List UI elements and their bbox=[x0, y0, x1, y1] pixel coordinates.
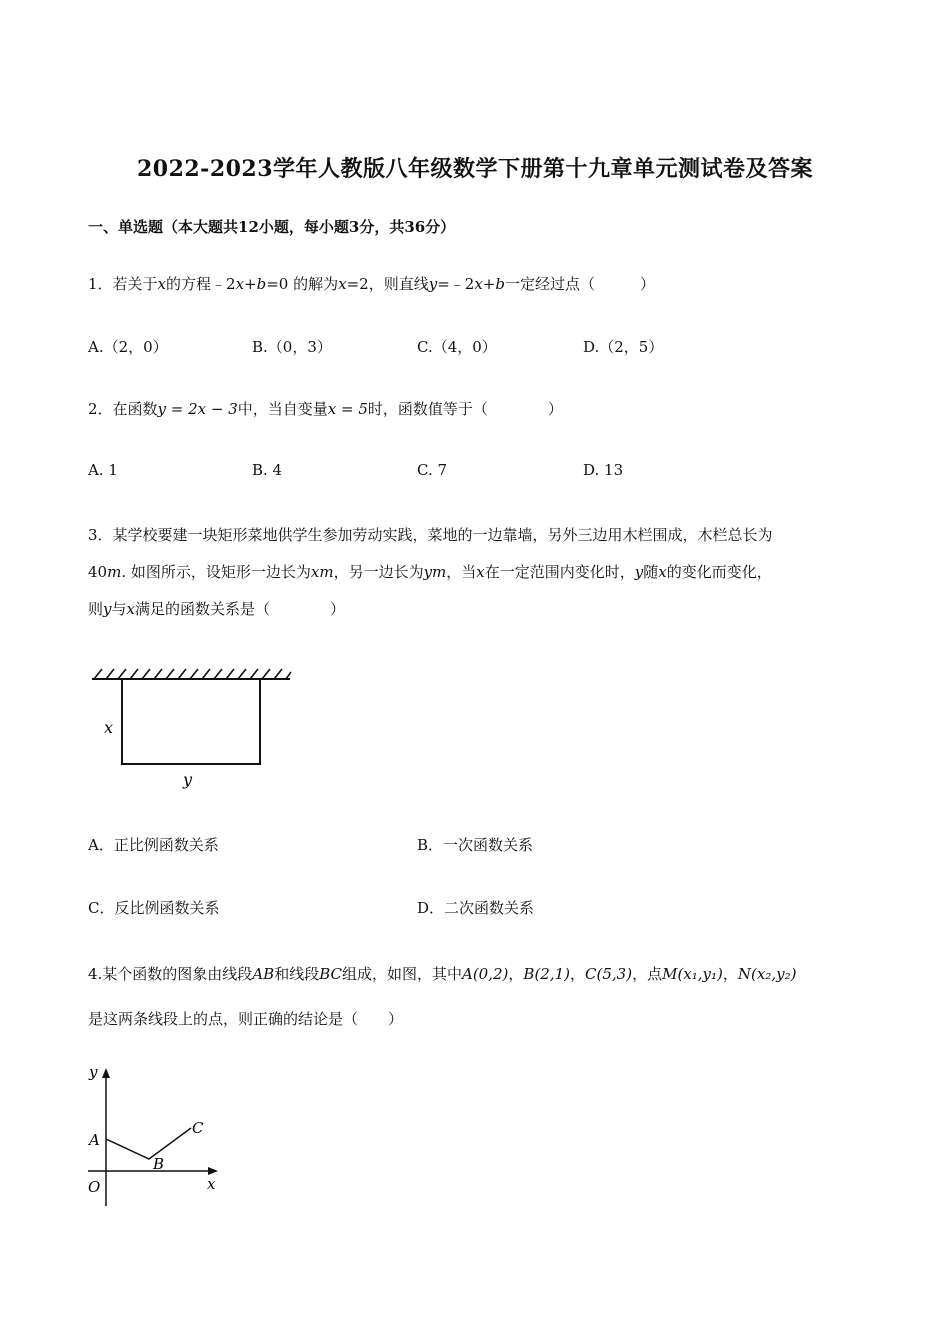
section-heading: 一、单选题（本大题共12小题，每小题3分，共36分） bbox=[88, 218, 456, 236]
q1-option-a[interactable]: A.（2，0） bbox=[88, 338, 168, 356]
q4-text: 和线段 bbox=[274, 965, 320, 983]
x-axis-arrow-icon bbox=[208, 1167, 218, 1175]
q4-point-c: C(5,3) bbox=[585, 965, 633, 983]
q2-equation: y = 2x − 3 bbox=[157, 400, 238, 418]
q4-point-m: M(x₁,y₁) bbox=[662, 965, 723, 983]
q4-text: ， bbox=[570, 965, 586, 983]
q3-var: m bbox=[107, 563, 122, 581]
q2-text: 2．在函数 bbox=[88, 400, 158, 418]
q1-option-b[interactable]: B.（0，3） bbox=[252, 338, 332, 356]
q3-option-b[interactable]: B．一次函数关系 bbox=[417, 836, 534, 854]
q1-var: x bbox=[235, 275, 245, 293]
q3-text: 40 bbox=[88, 563, 108, 581]
q3-option-c[interactable]: C．反比例函数关系 bbox=[88, 899, 220, 917]
q4-point-a: A(0,2) bbox=[462, 965, 509, 983]
side-label-x: x bbox=[104, 718, 114, 737]
q3-rectangle-figure bbox=[88, 664, 298, 794]
q4-point-n: N(x₂,y₂) bbox=[737, 965, 797, 983]
bottom-label-y: y bbox=[183, 770, 193, 789]
q4-text: ，点 bbox=[632, 965, 663, 983]
q3-text: 与 bbox=[111, 600, 127, 618]
q4-point-b: B(2,1) bbox=[523, 965, 571, 983]
q4-var: AB bbox=[252, 965, 275, 983]
q1-text: 1．若关于 bbox=[88, 275, 158, 293]
question-3-line-1: 3．某学校要建一块矩形菜地供学生参加劳动实践，菜地的一边靠墙，另外三边用木栏围成，木栏总长为 bbox=[88, 526, 773, 544]
q3-text: ，另一边长为 bbox=[333, 563, 424, 581]
q3-var: x bbox=[126, 600, 135, 618]
q1-text: 的方程﹣2 bbox=[166, 275, 236, 293]
q2-option-b[interactable]: B. 4 bbox=[252, 461, 283, 479]
question-4-line-1 bbox=[88, 963, 796, 984]
point-c-label: C bbox=[192, 1119, 204, 1137]
q4-text: 组成，如图，其中 bbox=[341, 965, 462, 983]
x-axis-label: x bbox=[207, 1175, 216, 1193]
q3-text: 在一定范围内变化时， bbox=[484, 563, 635, 581]
q1-var: y bbox=[428, 275, 438, 293]
q1-var: x bbox=[338, 275, 347, 293]
question-4-line-2: 是这两条线段上的点，则正确的结论是（ ） bbox=[88, 1010, 404, 1028]
q2-text: 时，函数值等于（ ） bbox=[367, 400, 563, 418]
q1-text: + bbox=[482, 275, 496, 293]
q3-text: 满足的函数关系是（ ） bbox=[134, 600, 345, 618]
q3-text: 的变化而变化， bbox=[666, 563, 772, 581]
q1-text: + bbox=[244, 275, 257, 293]
q2-option-a[interactable]: A. 1 bbox=[88, 461, 118, 479]
question-1-stem bbox=[88, 273, 655, 294]
question-2-stem bbox=[88, 398, 563, 419]
q1-text: =0 的解为 bbox=[266, 275, 339, 293]
y-axis-label: y bbox=[89, 1063, 98, 1081]
point-b-label: B bbox=[153, 1155, 165, 1173]
q2-option-d[interactable]: D. 13 bbox=[583, 461, 624, 479]
q1-option-c[interactable]: C.（4，0） bbox=[417, 338, 497, 356]
q3-option-d[interactable]: D．二次函数关系 bbox=[417, 899, 535, 917]
origin-label: O bbox=[88, 1178, 101, 1196]
q3-var: y bbox=[103, 600, 112, 618]
q4-text: ， bbox=[722, 965, 738, 983]
page-title: 2022-2023学年人教版八年级数学下册第十九章单元测试卷及答案 bbox=[136, 156, 814, 182]
q1-var: b bbox=[495, 275, 505, 293]
question-3-line-2 bbox=[88, 561, 772, 582]
q3-text: . 如图所示，设矩形一边长为 bbox=[121, 563, 311, 581]
segments-ab-bc bbox=[106, 1128, 191, 1159]
q2-condition: x = 5 bbox=[327, 400, 368, 418]
q3-text: ，当 bbox=[446, 563, 477, 581]
q1-var: x bbox=[157, 275, 167, 293]
q3-text: 则 bbox=[88, 600, 104, 618]
q2-option-c[interactable]: C. 7 bbox=[417, 461, 448, 479]
fence-rectangle bbox=[122, 679, 260, 764]
q4-text: 4.某个函数的图象由线段 bbox=[88, 965, 253, 983]
q1-option-d[interactable]: D.（2，5） bbox=[583, 338, 664, 356]
q1-var: b bbox=[256, 275, 267, 293]
q1-text: 一定经过点（ ） bbox=[504, 275, 655, 293]
y-axis-arrow-icon bbox=[102, 1068, 110, 1078]
q3-var: x bbox=[476, 563, 485, 581]
q3-text: 随 bbox=[643, 563, 659, 581]
point-a-label: A bbox=[89, 1131, 100, 1149]
q3-var: xm bbox=[310, 563, 334, 581]
q3-var: x bbox=[658, 563, 667, 581]
q4-var: BC bbox=[319, 965, 342, 983]
q2-text: 中，当自变量 bbox=[237, 400, 328, 418]
q3-option-a[interactable]: A．正比例函数关系 bbox=[88, 836, 219, 854]
q4-text: ， bbox=[508, 965, 524, 983]
question-3-line-3 bbox=[88, 598, 345, 619]
q1-var: x bbox=[474, 275, 483, 293]
wall-hatching bbox=[94, 669, 291, 679]
q4-graph-figure bbox=[80, 1060, 230, 1210]
q1-text: =﹣2 bbox=[437, 275, 475, 293]
q3-var: ym bbox=[423, 563, 447, 581]
q3-var: y bbox=[634, 563, 644, 581]
q1-text: =2，则直线 bbox=[346, 275, 429, 293]
